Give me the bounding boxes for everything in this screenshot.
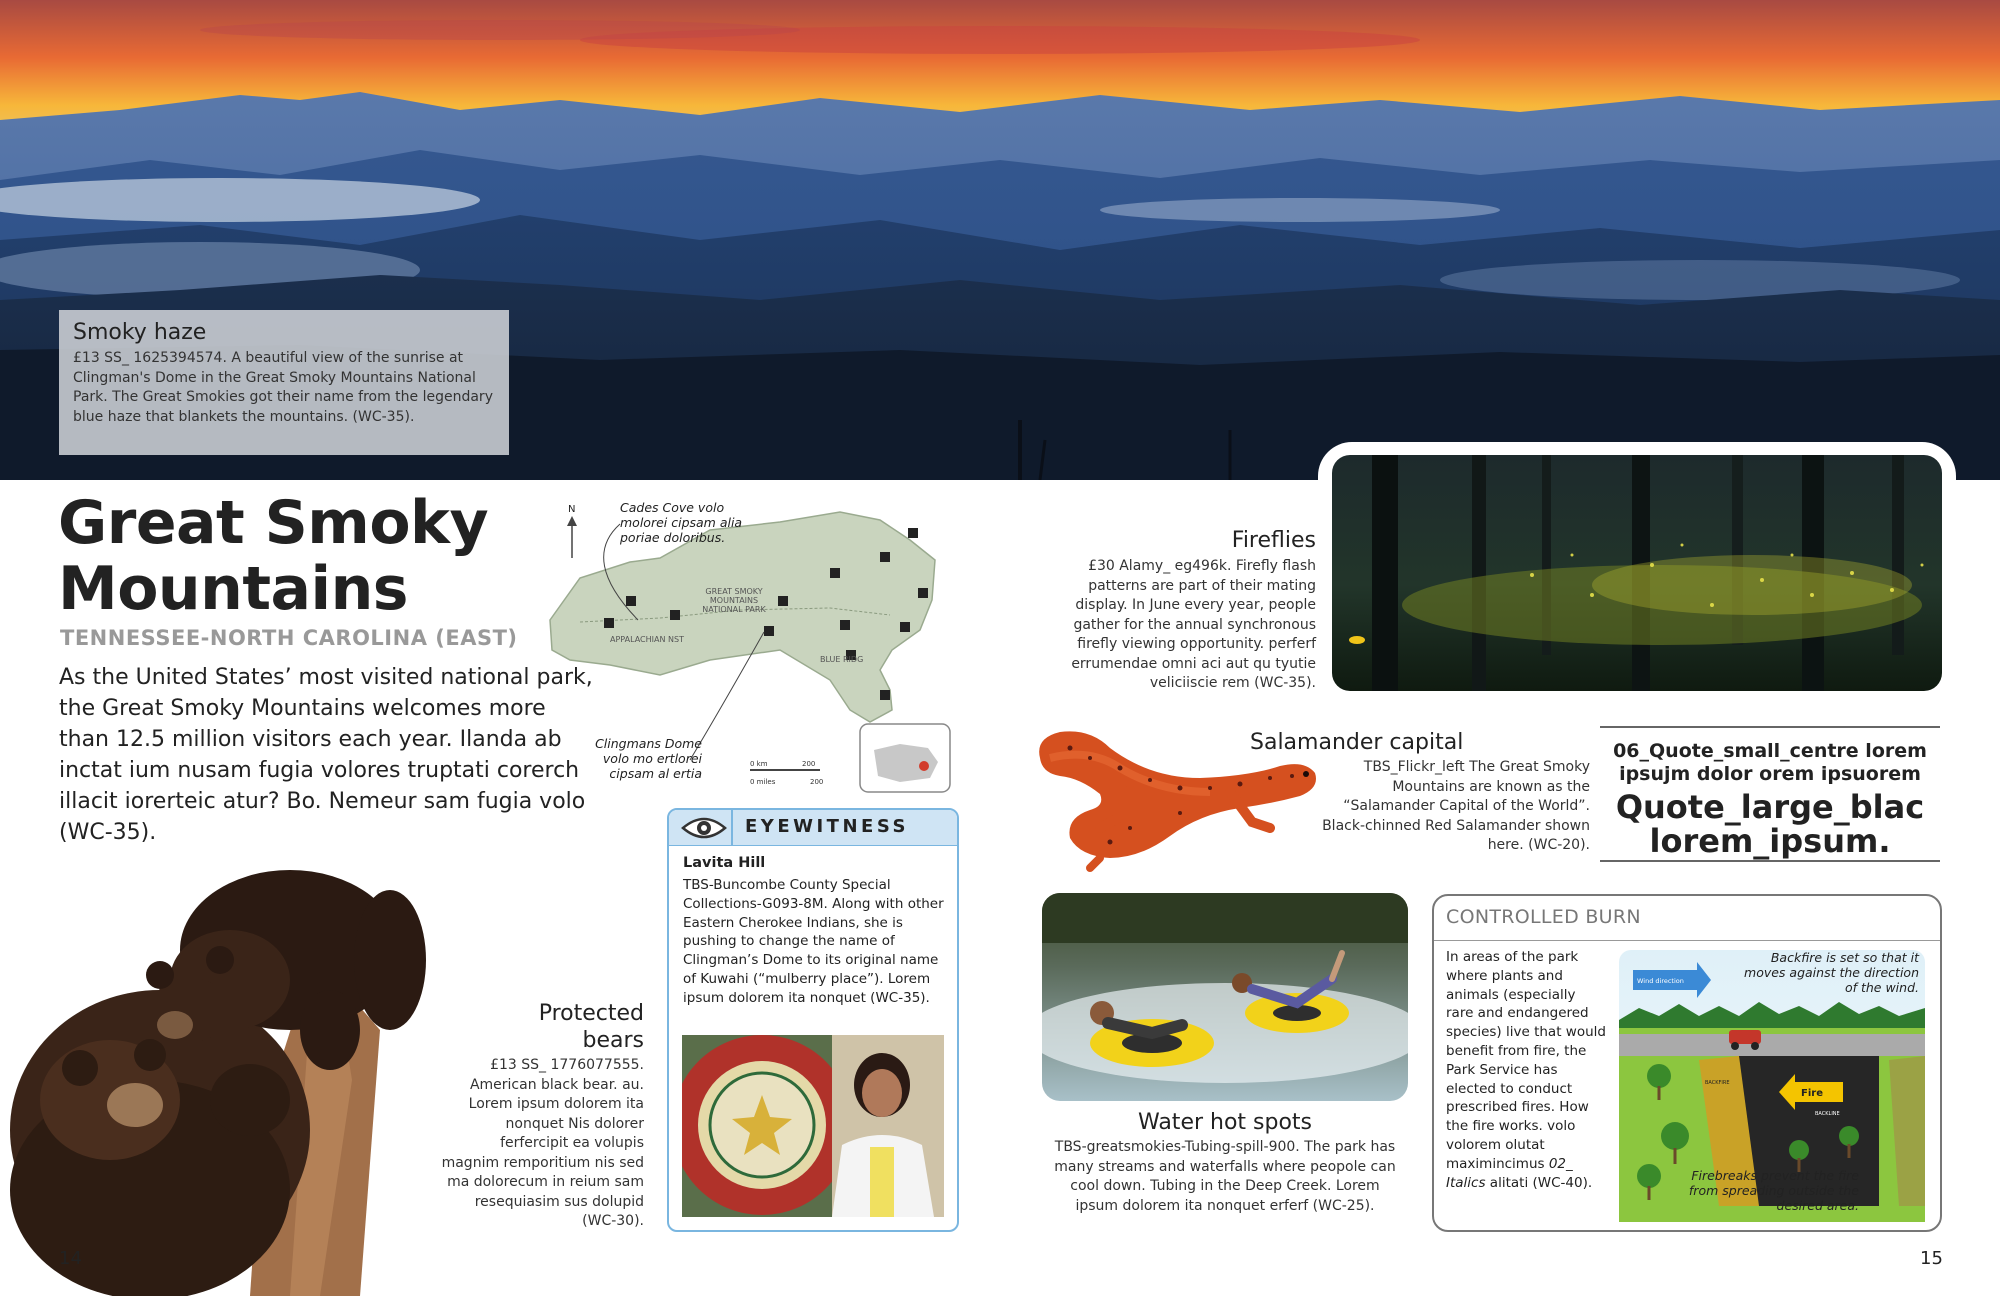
salamander-title: Salamander capital	[1250, 730, 1464, 755]
pull-quote	[1600, 726, 1940, 862]
controlled-burn-box	[1432, 894, 1942, 1232]
ridge-label: BLUE RIDG	[820, 655, 864, 664]
controlled-burn-diagram	[1619, 950, 1925, 1222]
controlled-burn-text-a: In areas of the park where plants and animals (especially rare and endangered species) live that would benefit from fire, the Park Service has elected to conduct prescribed fires. How the fire works. volo volorem olutat maximincimus	[1446, 949, 1606, 1172]
eyewitness-text: TBS-Buncombe County Special Collections-G093-8M. Along with other Eastern Cherokee Indians, she is pushing to change the name of Clingman’s Dome to its original name of Kuwahi (“mulberry place”). Lorem ipsum dolorem ita nonquet (WC-35).	[683, 877, 944, 1006]
tubing-image	[1042, 893, 1408, 1101]
eyewitness-photo	[682, 1035, 944, 1217]
water-title: Water hot spots	[1137, 1110, 1313, 1135]
water-text: TBS-greatsmokies-Tubing-spill-900. The park has many streams and waterfalls where peopole can cool down. Tubing in the Deep Creek. Lorem ipsum dolorem ita nonquet erferf (WC-25).	[1054, 1139, 1396, 1214]
eyewitness-label: EYEWITNESS	[745, 816, 909, 837]
lavita-hill-portrait-image	[682, 1035, 944, 1217]
bears-title	[420, 1000, 644, 1054]
park-label-2: MOUNTAINS	[709, 596, 759, 605]
wind-direction-label: Wind direction	[1637, 977, 1684, 985]
page-title-line1: Great Smoky	[58, 488, 489, 558]
eye-icon	[681, 814, 727, 842]
map-note-clingmans-dome: Clingmans Dome volo mo ertlorei cipsam al ertia	[595, 736, 702, 781]
fireflies-text: £30 Alamy_ eg496k. Firefly flash patterns are part of their mating display. In June every year, people gather for the annual synchronous firefly viewing opportunity. perferf errumendae omni aci aut qu tyutie veliciiscie rem (WC-35).	[1071, 558, 1316, 691]
water-photo	[1042, 893, 1408, 1101]
map-note-cades-cove: Cades Cove volo molorei cipsam alia poriae doloribus.	[620, 500, 743, 545]
park-map	[540, 500, 970, 800]
bears-title-line1: Protected	[538, 1001, 644, 1026]
backfire-label: BACKFIRE	[1705, 1080, 1730, 1086]
fire-label: Fire	[1801, 1088, 1823, 1099]
page-title	[58, 490, 488, 622]
firebreak-note: Firebreaks prevent the fire from spreading outside the desired area.	[1688, 1168, 1859, 1213]
eyewitness-name: Lavita Hill	[683, 855, 766, 871]
backfire-note: Backfire is set so that it moves against the direction of the wind.	[1744, 950, 1919, 995]
intro-paragraph: As the United States’ most visited national park, the Great Smoky Mountains welcomes more than 12.5 million visitors each year. Ilanda ab inctat ium nusam fugia volores truptati corerch illacit iorerteic atur? Bo. Nemeur sam fugia volo (WC-35).	[59, 665, 593, 845]
controlled-burn-divider	[1434, 940, 1942, 941]
controlled-burn-text-italic: 02_ Italics	[1446, 1155, 1573, 1191]
eyewitness-header	[669, 810, 957, 846]
park-label-3: NATIONAL PARK	[702, 605, 766, 614]
controlled-burn-text-b: alitati (WC-40).	[1485, 1174, 1593, 1191]
fireflies-forest-image	[1332, 455, 1942, 691]
controlled-burn-text	[1446, 948, 1606, 1192]
smoky-haze-title: Smoky haze	[73, 320, 207, 345]
quote-small-text: 06_Quote_small_centre lorem ipsujm dolor orem ipsuorem	[1613, 740, 1927, 785]
backline-label: BACKLINE	[1815, 1111, 1840, 1117]
bears-text: £13 SS_ 1776077555. American black bear. au. Lorem ipsum dolorem ita nonquet Nis dolorer ferfercipit ea volupis magnim remporitium nis sed ma dolorecum in reium sam resequiasim sus dolupid (WC-30).	[441, 1057, 644, 1229]
smoky-haze-text: £13 SS_ 1625394574. A beautiful view of the sunrise at Clingman's Dome in the Great Smoky Mountains National Park. The Great Smokies got their name from the legendary blue haze that blankets the mountains. (WC-35).	[73, 350, 493, 425]
salamander-text: TBS_Flickr_left The Great Smoky Mountains are known as the “Salamander Capital of the World”. Black-chinned Red Salamander shown here. (WC-20).	[1322, 759, 1590, 853]
page-subtitle: TENNESSEE-NORTH CAROLINA (EAST)	[60, 626, 518, 650]
north-indicator: N	[568, 504, 576, 515]
page-number-left: 14	[59, 1248, 82, 1269]
scale-miles: 0 miles	[750, 778, 776, 786]
fireflies-title: Fireflies	[1231, 528, 1316, 553]
bears-title-line2: bears	[582, 1028, 644, 1053]
eyewitness-divider	[731, 810, 733, 846]
scale-miles-max: 200	[810, 778, 824, 786]
smoky-haze-caption	[59, 310, 509, 455]
fireflies-photo	[1332, 455, 1942, 691]
scale-km-max: 200	[802, 760, 816, 768]
page-title-line2: Mountains	[58, 554, 409, 624]
page-number-right: 15	[1920, 1248, 1943, 1269]
quote-large-text: Quote_large_blac lorem_ipsum.	[1615, 788, 1925, 860]
scale-km: 0 km	[750, 760, 768, 768]
park-label-1: GREAT SMOKY	[705, 587, 763, 596]
controlled-burn-title: CONTROLLED BURN	[1446, 906, 1641, 928]
eyewitness-box	[667, 808, 959, 1232]
trail-label: APPALACHIAN NST	[610, 635, 684, 644]
